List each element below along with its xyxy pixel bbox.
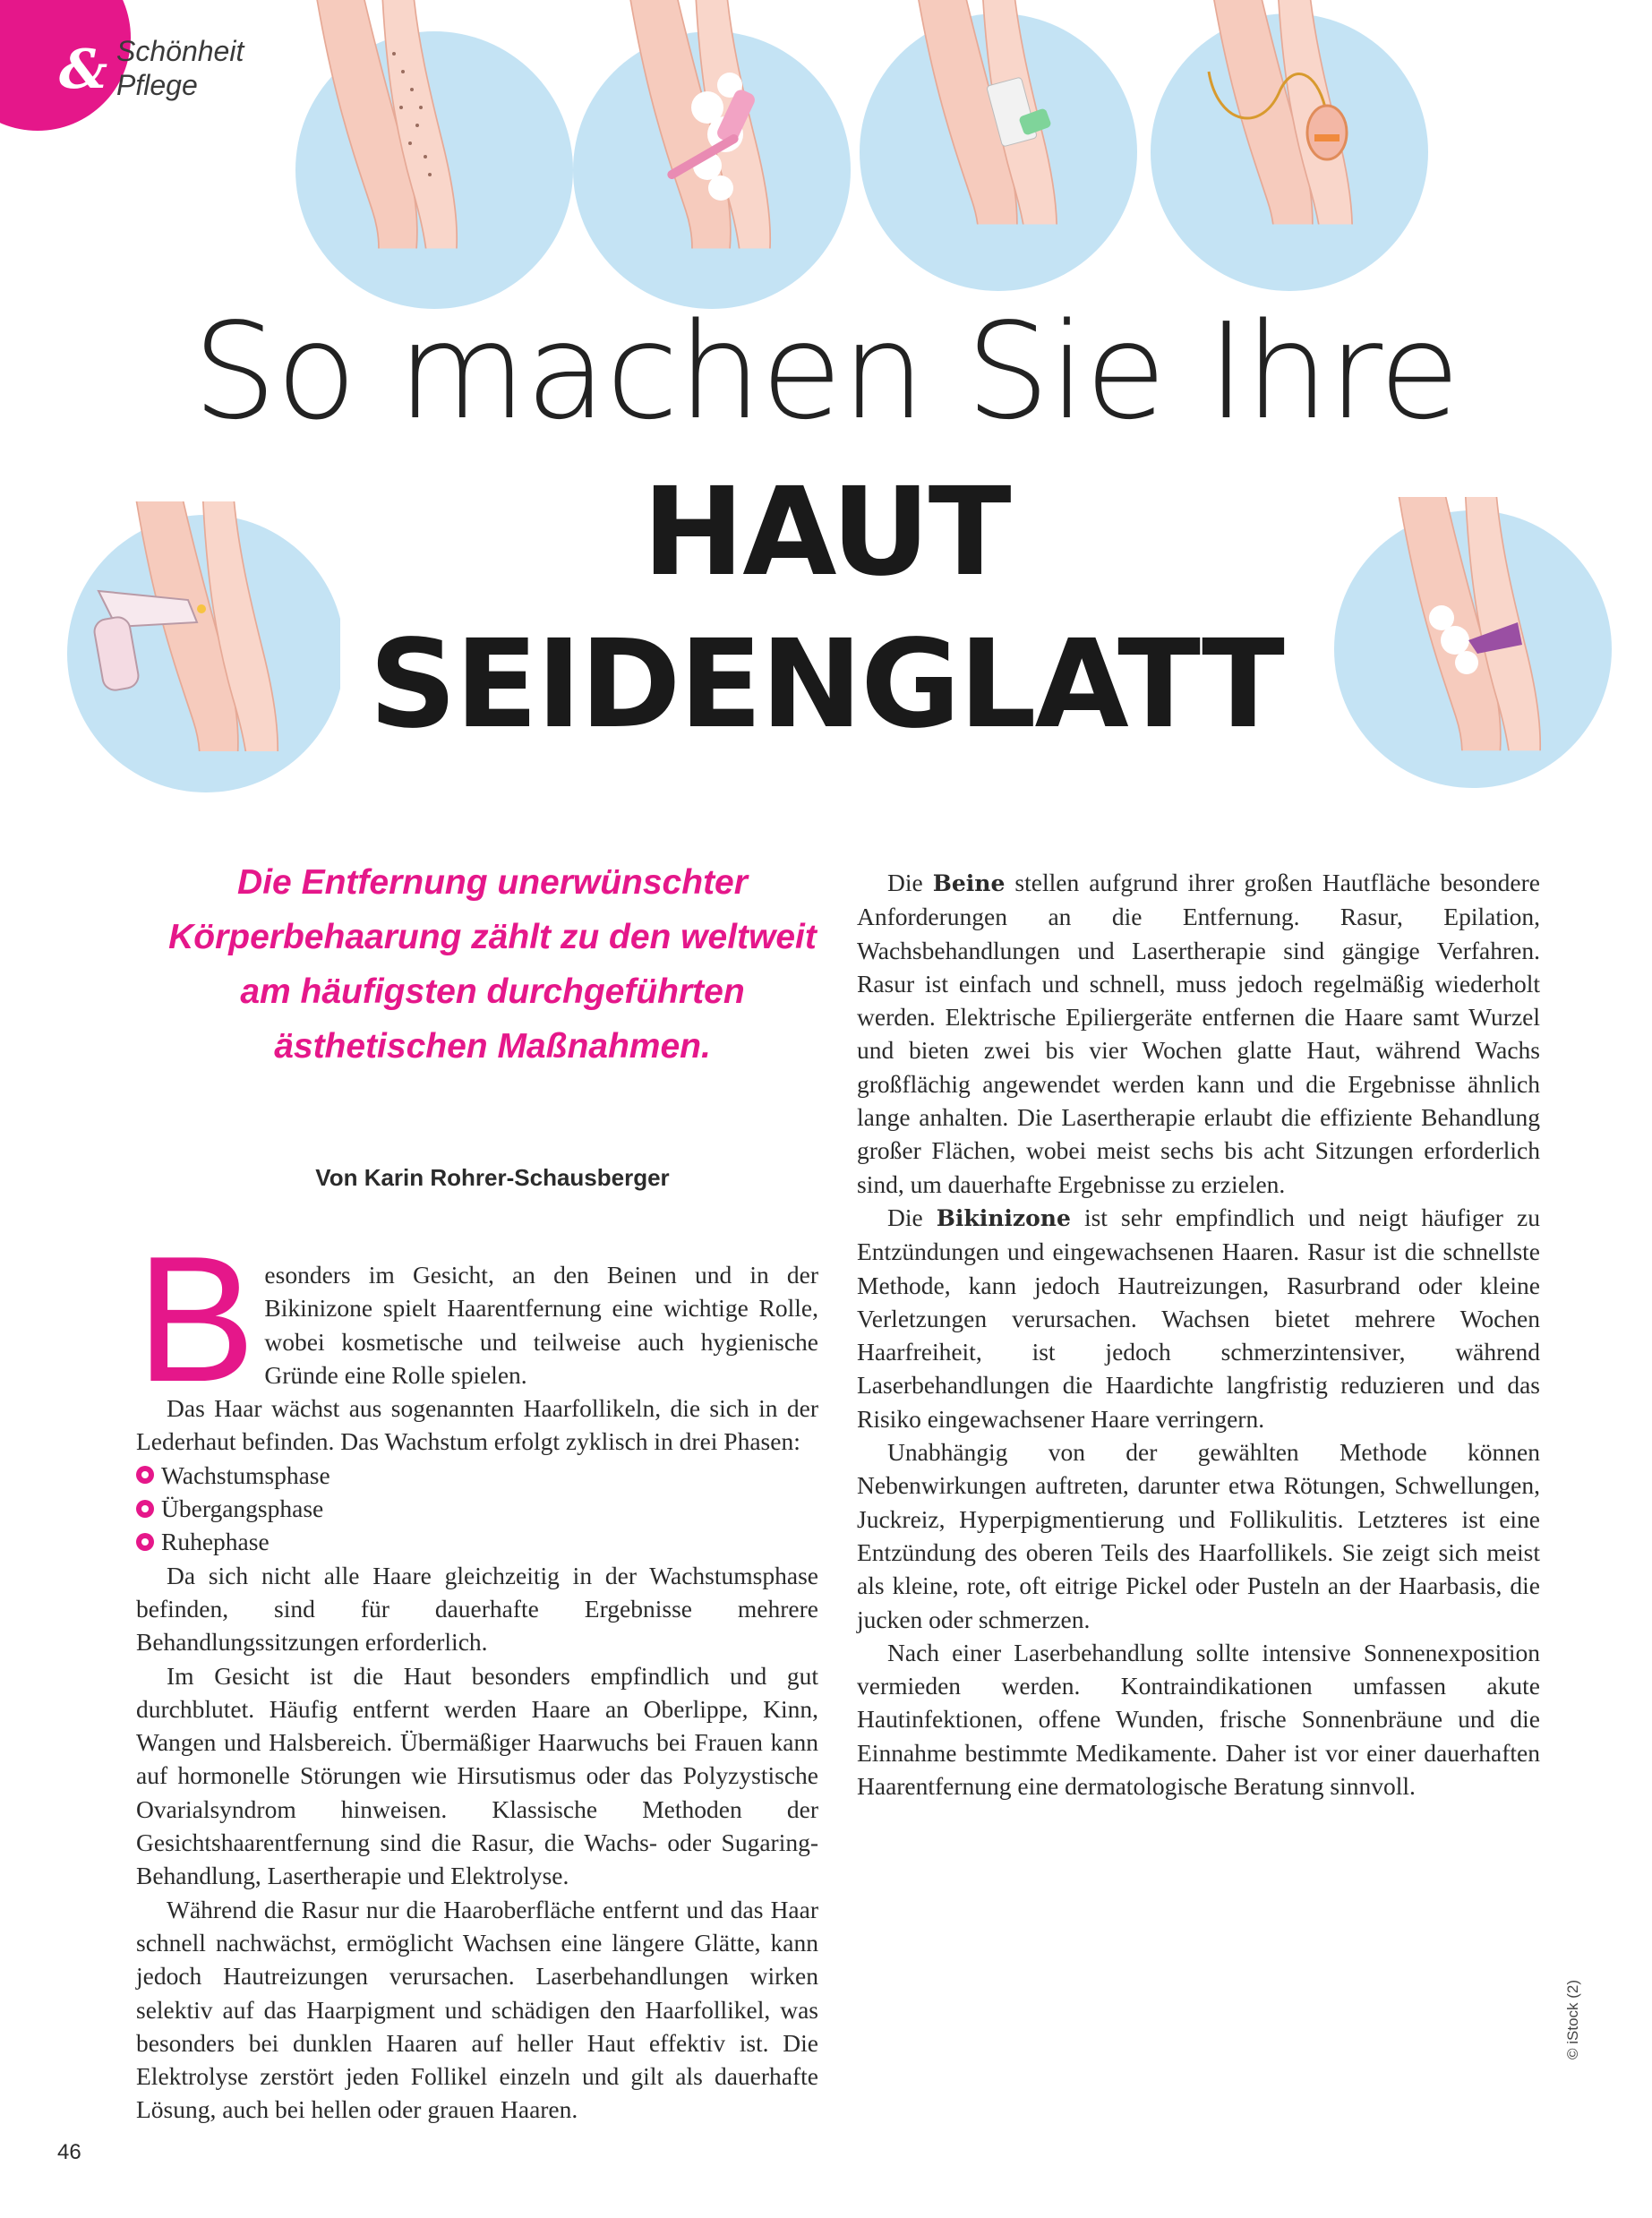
p6-text: stellen aufgrund ihrer großen Hautfläche besondere Anforderungen an die Entfernung. Rasur, Epilation, Wachsbehandlungen und Lasertherapie sind gängige Verfahren. Rasur ist einfach und schnell, muss jedoch regelmäßig wiederholt werden. Elektrische Epiliergeräte entfernen die Haare samt Wurzel und bieten zwei bis vier Wochen glatte Haut, während Wachs großflächig angewendet werden kann und die Ergebnisse ähnlich lange anhalten. Die Lasertherapie erlaubt die effiziente Behandlung großer Flächen, wobei meist sechs bis acht Sitzungen erforderlich sind, um dauerhafte Ergebnisse zu erzielen. — [857, 869, 1540, 1198]
illustration-wax-legs — [860, 0, 1137, 295]
headline-line1: So machen Sie Ihre — [193, 295, 1459, 449]
body-paragraph-7 — [857, 1201, 1540, 1435]
section-label — [116, 34, 244, 102]
phase-list-item — [136, 1492, 818, 1525]
headline-line3: SEIDENGLATT — [369, 614, 1283, 756]
p7-text: ist sehr empfindlich und neigt häufiger zu Entzündungen und eingewachsenen Haaren. Rasur ist die schnellste Methode, kann jedoch Hautreizungen, Rasurbrand oder kleine Verletzungen verursachen. Wachsen bietet mehrere Wochen Haarfreiheit, ist jedoch schmerzintensiver, während Laserbehandlungen die Haardichte langfristig reduzieren und das Risiko eingewachsener Haare verringern. — [857, 1203, 1540, 1433]
page-number: 46 — [57, 2140, 81, 2164]
body-paragraph-4: Im Gesicht ist die Haut besonders empfindlich und gut durchblutet. Häufig entfernt werden Haare an Oberlippe, Kinn, Wangen und Halsbereich. Übermäßiger Haarwuchs bei Frauen kann auf hormonelle Störungen wie Hirsutismus oder das Polyzystische Ovarialsyndrom hinweisen. Klassische Methoden der Gesichtshaarentfernung sind die Rasur, die Wachs- oder Sugaring-Behandlung, Lasertherapie und Elektrolyse. — [136, 1661, 818, 1890]
illustration-epilator-legs — [1146, 0, 1433, 295]
body-paragraph-2: Das Haar wächst aus sogenannten Haarfollikeln, die sich in der Lederhaut befinden. Das Wachstum erfolgt zyklisch in drei Phasen: — [136, 1394, 818, 1456]
section-ampersand: & — [59, 39, 108, 101]
heart-bullet-icon — [136, 1533, 154, 1551]
illustration-hairy-legs — [295, 0, 573, 313]
phase-list-item — [136, 1525, 818, 1558]
phase-label: Ruhephase — [161, 1528, 270, 1556]
keyword-bikini: Bikinizone — [936, 1204, 1071, 1231]
body-paragraph-5: Während die Rasur nur die Haaroberfläche entfernt und das Haar schnell nachwächst, ermöglicht Wachsen eine längere Glätte, kann jedoch Hautreizungen verursachen. Laserbehandlungen wirken selektiv auf das Haarpigment und schädigen den Haarfollikel, was besonders bei dunklen Haaren auf heller Haut effektiv ist. Die Elektrolyse zerstört jeden Follikel einzeln und gilt als dauerhafte Lösung, auch bei hellen oder grauen Haaren. — [136, 1895, 818, 2124]
body-paragraph-8: Unabhängig von der gewählten Methode können Nebenwirkungen auftreten, darunter etwa Rötungen, Schwellungen, Juckreiz, Hyperpigmentierung und Follikulitis. Letzteres ist eine Entzündung des oberen Teils des Haarfollikels. Sie zeigt sich meist als kleine, rote, oft eitrige Pickel oder Pusteln an der Haarbasis, die jucken oder schmerzen. — [857, 1438, 1540, 1633]
drop-cap: B — [136, 1220, 256, 1419]
body-paragraph-1 — [136, 1220, 818, 1419]
lead-text: Die Entfernung unerwünschter Körperbehaarung zählt zu den weltweit am häufigsten durchgeführten ästhetischen Maßnahmen. — [168, 863, 817, 1066]
heart-bullet-icon — [136, 1500, 154, 1518]
phase-label: Übergangsphase — [161, 1494, 324, 1523]
body-paragraph-9: Nach einer Laserbehandlung sollte intensive Sonnenexposition vermieden werden. Kontraindikationen umfassen akute Hautinfektionen, offene Wunden, frische Sonnenbräune und die Einnahme bestimmte Medikamente. Daher ist vor einer dauerhaften Haarentfernung eine dermatologische Beratung sinnvoll. — [857, 1638, 1540, 1801]
body-column-2 — [857, 866, 1540, 1803]
keyword-legs: Beine — [932, 870, 1006, 896]
section-label-line1: Schönheit — [116, 35, 244, 67]
body-paragraph-3: Da sich nicht alle Haare gleichzeitig in der Wachstumsphase befinden, sind für dauerhafte Ergebnisse mehrere Behandlungssitzungen erforderlich. — [136, 1561, 818, 1657]
image-credit: © iStock (2) — [1564, 1979, 1581, 2060]
p7-prefix: Die — [887, 1203, 937, 1231]
phase-label: Wachstumsphase — [161, 1460, 330, 1489]
body-p1-text: esonders im Gesicht, an den Beinen und in der Bikinizone spielt Haarentfernung eine wichtige Rolle, wobei kosmetische und teilweise auch hygienische Gründe eine Rolle spielen. — [264, 1261, 818, 1389]
headline-line2: HAUT — [642, 462, 1010, 604]
body-paragraph-6 — [857, 866, 1540, 1201]
byline: Von Karin Rohrer-Schausberger — [315, 1164, 670, 1191]
phase-list-item — [136, 1459, 818, 1492]
section-label-line2: Pflege — [116, 69, 198, 101]
body-column-1 — [136, 1220, 818, 2127]
illustration-razor-legs — [573, 0, 851, 313]
p6-prefix: Die — [887, 869, 933, 896]
heart-bullet-icon — [136, 1466, 154, 1484]
